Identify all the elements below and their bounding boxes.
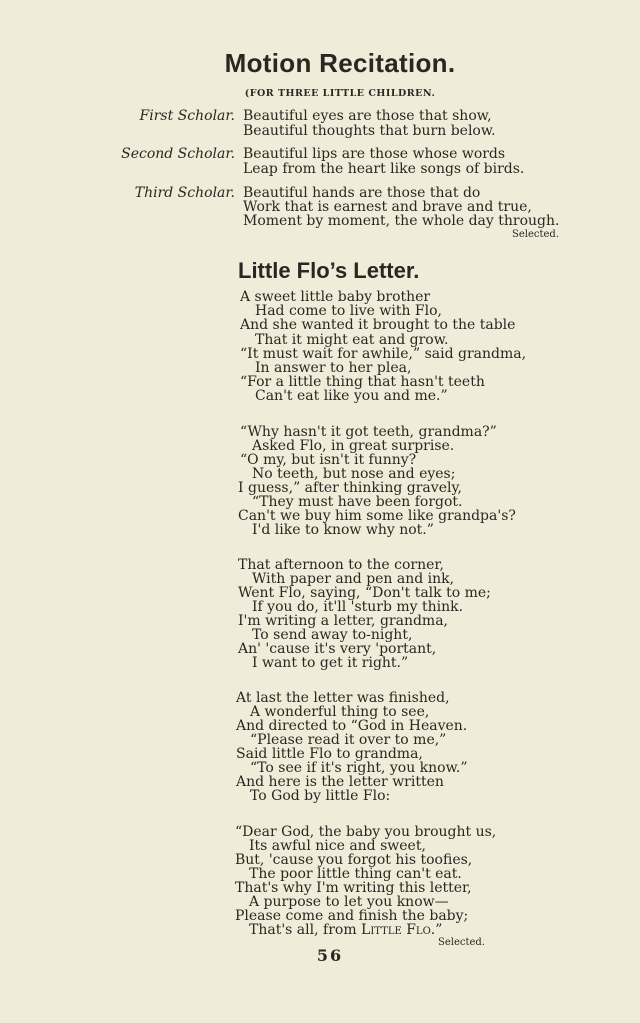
poem-line: Please come and finish the baby; xyxy=(235,908,469,924)
poem-line-signature xyxy=(249,923,442,938)
poem-line: No teeth, but nose and eyes; xyxy=(252,466,456,482)
poem-line: To God by little Flo: xyxy=(250,788,391,804)
poem-line: “Please read it over to me,” xyxy=(250,732,447,748)
poem-line: Went Flo, saying, “Don't talk to me; xyxy=(238,585,491,601)
poem-line: I'm writing a letter, grandma, xyxy=(238,613,448,629)
poem-line: An' 'cause it's very 'portant, xyxy=(238,641,437,657)
poem-line: A purpose to let you know— xyxy=(249,894,449,910)
poem-line: “Dear God, the baby you brought us, xyxy=(235,824,497,840)
poem-line: And here is the letter written xyxy=(236,774,444,790)
poem-line: “For a little thing that hasn't teeth xyxy=(240,374,485,390)
poem-line: Had come to live with Flo, xyxy=(255,303,442,319)
poem-line: “Why hasn't it got teeth, grandma?” xyxy=(240,424,497,440)
poem-line: I want to get it right.” xyxy=(252,655,409,671)
scholar-label: Third Scholar. xyxy=(134,185,235,201)
poem-line: With paper and pen and ink, xyxy=(252,571,455,587)
poem-line: That afternoon to the corner, xyxy=(238,557,445,573)
verse-line: Moment by moment, the whole day through. xyxy=(243,213,560,229)
poem-line: And she wanted it brought to the table xyxy=(240,317,516,333)
poem-line: “They must have been forgot. xyxy=(252,494,463,510)
verse-line: Leap from the heart like songs of birds. xyxy=(243,161,525,177)
poem-line: To send away to-night, xyxy=(252,627,413,643)
verse-line: Beautiful thoughts that burn below. xyxy=(243,123,496,139)
poem-line: Its awful nice and sweet, xyxy=(249,838,426,854)
scholar-label: Second Scholar. xyxy=(121,146,235,162)
poem-line: “It must wait for awhile,” said grandma, xyxy=(240,346,527,362)
poem-line: The poor little thing can't eat. xyxy=(249,866,462,882)
verse-line: Beautiful lips are those whose words xyxy=(243,146,506,162)
poem-line: If you do, it'll 'sturb my think. xyxy=(252,599,464,615)
poem-line: I'd like to know why not.” xyxy=(252,522,434,538)
poem-line: A sweet little baby brother xyxy=(240,289,431,305)
letter-title: Little Flo’s Letter. xyxy=(238,258,420,283)
poem-line: At last the letter was finished, xyxy=(236,690,450,706)
page-number: 56 xyxy=(316,946,344,965)
poem-line: That it might eat and grow. xyxy=(255,332,449,348)
poem-line: Can't eat like you and me.” xyxy=(255,388,448,404)
poem-line: Asked Flo, in great surprise. xyxy=(252,438,455,454)
poem-line: I guess,” after thinking gravely, xyxy=(238,480,462,496)
poem-line: A wonderful thing to see, xyxy=(250,704,430,720)
poem-line: In answer to her plea, xyxy=(255,360,412,376)
poem-line: But, 'cause you forgot his toofies, xyxy=(235,852,473,868)
selected-credit: Selected. xyxy=(512,229,560,240)
poem-line: Said little Flo to grandma, xyxy=(236,746,423,762)
poem-line: Can't we buy him some like grandpa's? xyxy=(238,508,516,524)
poem-line: “O my, but isn't it funny? xyxy=(240,452,417,468)
scholar-label: First Scholar. xyxy=(139,108,235,124)
selected-credit: Selected. xyxy=(438,937,486,948)
verse-line: Beautiful eyes are those that show, xyxy=(243,108,492,124)
poem-line: And directed to “God in Heaven. xyxy=(236,718,468,734)
signature: Little Flo.” xyxy=(361,922,443,938)
verse-line: Work that is earnest and brave and true, xyxy=(243,199,532,215)
verse-line: Beautiful hands are those that do xyxy=(243,185,481,201)
poem-line-text: That's all, from xyxy=(249,922,362,938)
recitation-title: Motion Recitation. xyxy=(224,48,456,78)
recitation-subtitle: (FOR THREE LITTLE CHILDREN. xyxy=(244,88,436,99)
poem-line: “To see if it's right, you know.” xyxy=(250,760,468,776)
poem-line: That's why I'm writing this letter, xyxy=(235,880,472,896)
